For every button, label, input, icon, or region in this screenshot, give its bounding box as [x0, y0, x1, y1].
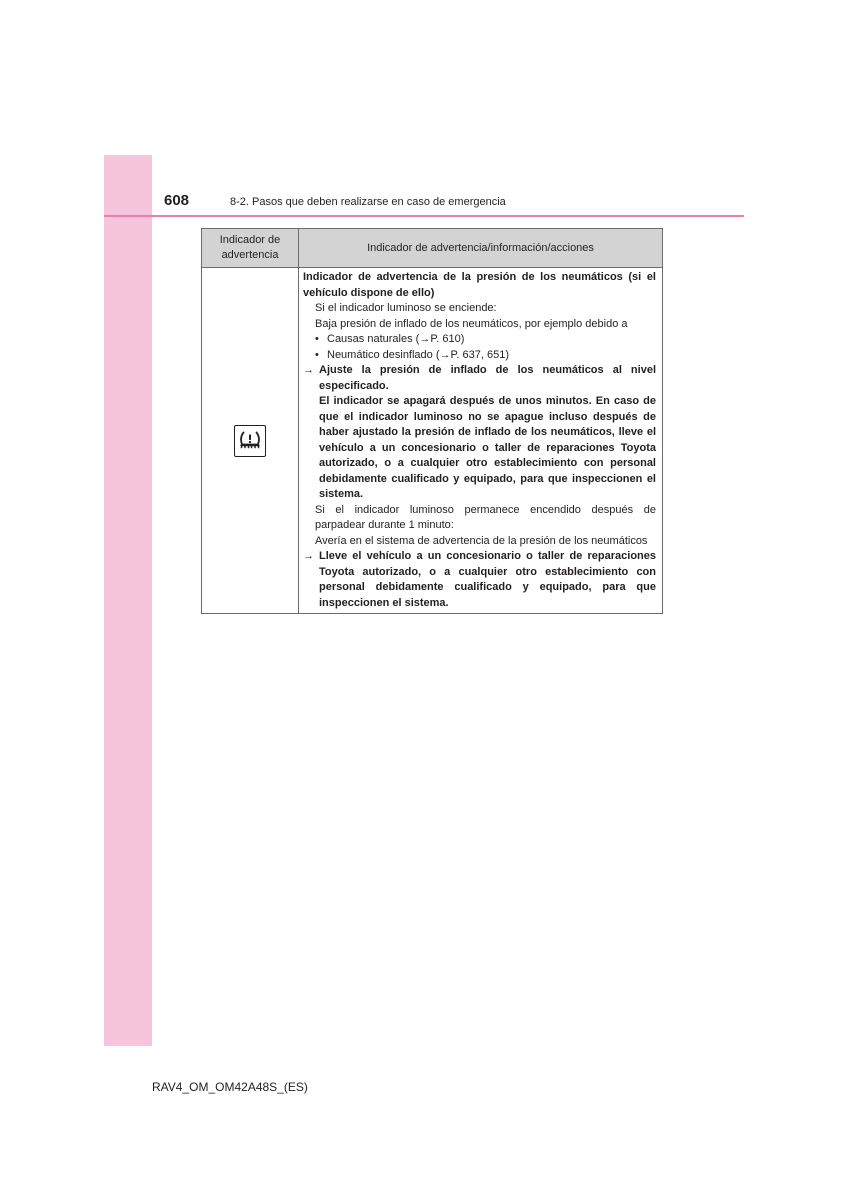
bullet-text: Neumático desinflado (→P. 637, 651): [327, 348, 510, 361]
indicator-cell: [202, 268, 299, 614]
header-details: Indicador de advertencia/información/acciones: [299, 229, 663, 268]
list-item: [303, 332, 656, 348]
table-header-row: [202, 229, 663, 268]
table-row: [202, 268, 663, 614]
section-title: 8-2. Pasos que deben realizarse en caso de emergencia: [230, 196, 506, 208]
action1-text: Ajuste la presión de inflado de los neumáticos al nivel especificado.: [319, 364, 656, 392]
action-item: [303, 549, 656, 611]
list-item: [303, 348, 656, 364]
case2-cause: Avería en el sistema de advertencia de la presión de los neumáticos: [315, 534, 648, 547]
warning-table: [201, 228, 663, 614]
case1-cause: Baja presión de inflado de los neumáticos, por ejemplo debido a: [315, 317, 628, 330]
bullet-mark: •: [315, 348, 319, 361]
action1-note: El indicador se apagará después de unos minutos. En caso de que el indicador luminoso no se apague incluso después de haber ajustado la presión de inflado de los neumáticos, lleve el vehículo a un concesionario o taller de reparaciones Toyota autorizado, o a cualquier otro establecimiento con personal debidamente cualificado y equipado, para que inspeccionen el sistema.: [319, 395, 656, 500]
warning-title: Indicador de advertencia de la presión de los neumáticos (si el vehículo dispone de ello): [303, 271, 656, 299]
case1-condition: Si el indicador luminoso se enciende:: [315, 302, 497, 314]
header-rule: [104, 215, 744, 217]
arrow-mark: →: [303, 550, 314, 562]
bullet-text: Causas naturales (→P. 610): [327, 333, 465, 345]
action-item: [303, 363, 656, 503]
arrow-mark: →: [303, 364, 314, 376]
section-side-tab: [104, 155, 152, 1046]
details-cell: [299, 268, 663, 614]
header-indicator: Indicador de advertencia: [202, 229, 299, 268]
footer-code: RAV4_OM_OM42A48S_(ES): [152, 1080, 308, 1094]
action2-text: Lleve el vehículo a un concesionario o taller de reparaciones Toyota autorizado, o a cualquier otro establecimiento con personal debidamente cualificado y equipado, para que inspeccionen el sistema.: [319, 550, 656, 609]
tire-pressure-warning-icon: [234, 425, 266, 457]
case2-condition: Si el indicador luminoso permanece encendido después de parpadear durante 1 minuto:: [315, 503, 656, 531]
bullet-mark: •: [315, 333, 319, 345]
page-number: 608: [164, 192, 190, 209]
